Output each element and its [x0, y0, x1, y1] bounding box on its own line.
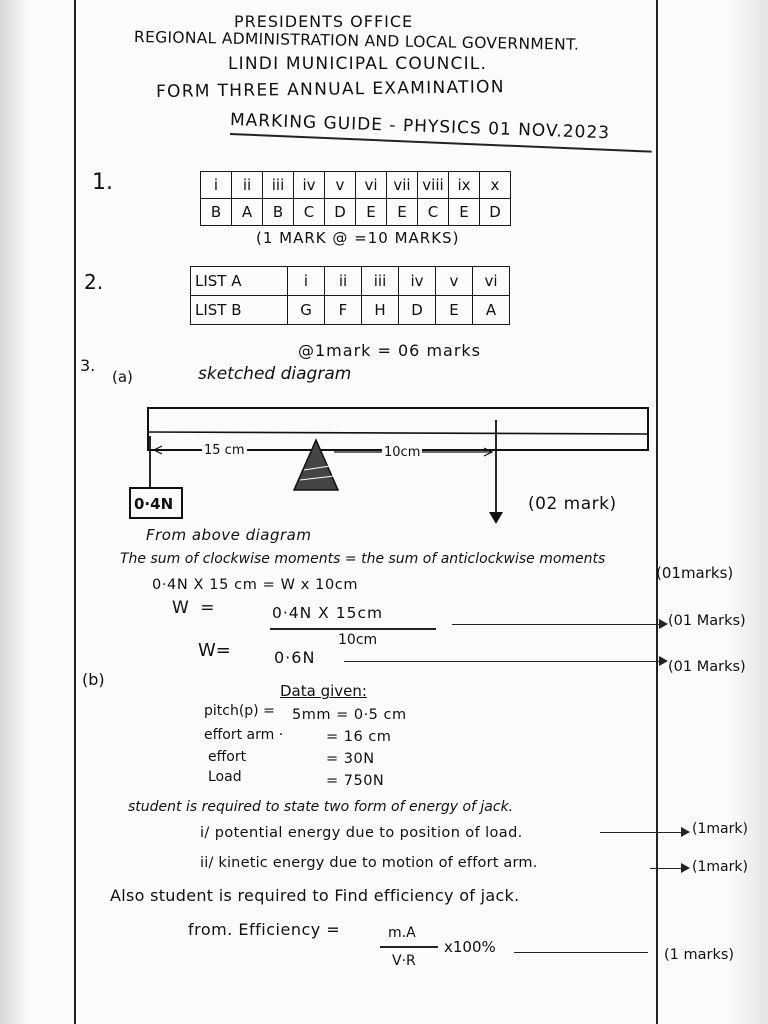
energy-1-mark: (1mark) [692, 821, 748, 837]
data-value-load: = 750N [326, 773, 385, 789]
fraction-bar-1 [270, 628, 436, 630]
q1-item-cell: i [201, 172, 232, 199]
q2-list-b-cell: D [399, 296, 436, 325]
q1-answer-cell: D [325, 199, 356, 226]
header-line-4: FORM THREE ANNUAL EXAMINATION [155, 77, 505, 102]
equation-2-numerator: 0·4N X 15cm [272, 604, 384, 622]
q2-list-a-cell: v [436, 267, 473, 296]
header-line-5: MARKING GUIDE - PHYSICS 01 NOV.2023 [229, 110, 611, 144]
q2-matching-table [190, 266, 510, 325]
student-requirement-1: student is required to state two form of energy of jack. [128, 799, 514, 815]
question-2-number: 2. [84, 270, 104, 294]
q2-list-b-cell: G [288, 296, 325, 325]
q2-list-a-label: LIST A [191, 267, 288, 296]
q2-list-b-cell: E [436, 296, 473, 325]
arrow-line-5 [514, 952, 648, 953]
efficiency-mark: (1 marks) [664, 947, 735, 963]
q1-answer-table [200, 171, 511, 226]
student-requirement-2: Also student is required to Find efficiency of jack. [110, 886, 520, 905]
arrow-head-4 [681, 863, 690, 873]
arrow-head-1 [659, 619, 668, 629]
eq2-mark: (01 Marks) [668, 613, 746, 629]
q2-list-a-cell: i [288, 267, 325, 296]
equation-1: 0·4N X 15 cm = W x 10cm [152, 577, 359, 593]
arrow-head-2 [659, 656, 668, 666]
q1-answer-cell: E [449, 199, 480, 226]
energy-2: ii/ kinetic energy due to motion of effort arm. [200, 855, 538, 871]
fraction-bar-2 [380, 946, 438, 948]
question-1-number: 1. [92, 170, 113, 195]
data-label-pitch: pitch(p) = [204, 703, 275, 719]
q1-item-cell: iii [263, 172, 294, 199]
equation-2-lhs: W = [172, 598, 218, 618]
q1-item-cell: ix [449, 172, 480, 199]
arrow-line-2 [344, 661, 662, 662]
data-label-load: Load [208, 769, 242, 785]
q1-answer-cell: A [232, 199, 263, 226]
equation-2-denominator: 10cm [338, 632, 378, 648]
weight-label: 0·4N [134, 495, 174, 513]
header-line-2: REGIONAL ADMINISTRATION AND LOCAL GOVERNMENT. [133, 28, 580, 54]
q1-marks-note: (1 MARK @ =10 MARKS) [256, 229, 460, 247]
q2-list-b-label: LIST B [191, 296, 288, 325]
q2-list-a-cell: iii [362, 267, 399, 296]
q1-item-cell: v [325, 172, 356, 199]
q1-answer-cell: C [294, 199, 325, 226]
principle-mark: (01marks) [656, 564, 734, 582]
data-value-effort: = 30N [326, 751, 375, 767]
energy-2-mark: (1mark) [692, 859, 748, 875]
q1-answer-cell: C [418, 199, 449, 226]
q2-list-b-cell: H [362, 296, 399, 325]
data-value-pitch: 5mm = 0·5 cm [292, 707, 407, 723]
q2-list-b-cell: A [473, 296, 510, 325]
data-label-effort: effort [208, 749, 247, 765]
q1-item-cell: x [480, 172, 511, 199]
arrow-line-3 [600, 832, 684, 833]
left-margin-line [74, 0, 76, 1024]
energy-1: i/ potential energy due to position of load. [200, 825, 523, 841]
data-value-effort-arm: = 16 cm [326, 729, 392, 745]
q2-list-b-cell: F [325, 296, 362, 325]
diagram-mark: (02 mark) [528, 494, 617, 514]
part-b-label: (b) [82, 670, 105, 689]
part-a-label: (a) [112, 368, 133, 386]
q2-list-a-cell: ii [325, 267, 362, 296]
sketch-title: sketched diagram [198, 364, 352, 384]
arrow-line-1 [452, 624, 662, 625]
distance-right-label: 10cm [384, 445, 421, 460]
from-above-diagram: From above diagram [146, 526, 312, 544]
equation-3-rhs: 0·6N [274, 648, 316, 667]
q1-item-cell: ii [232, 172, 263, 199]
efficiency-denominator: V·R [392, 953, 416, 969]
q2-marks-note: @1mark = 06 marks [298, 341, 482, 360]
data-label-effort-arm: effort arm · [204, 727, 284, 743]
fulcrum [294, 440, 338, 490]
q1-answer-cell: E [356, 199, 387, 226]
q1-item-cell: viii [418, 172, 449, 199]
q2-list-a-cell: iv [399, 267, 436, 296]
q1-item-cell: vi [356, 172, 387, 199]
equation-3-lhs: W= [198, 640, 231, 661]
moments-principle: The sum of clockwise moments = the sum of anticlockwise moments [120, 551, 606, 567]
q1-item-cell: iv [294, 172, 325, 199]
q1-answer-cell: B [263, 199, 294, 226]
q1-answer-cell: B [201, 199, 232, 226]
header-line-1: PRESIDENTS OFFICE [234, 12, 414, 31]
eq3-mark: (01 Marks) [668, 659, 746, 675]
weight-arrowhead [489, 512, 503, 524]
efficiency-tail: x100% [444, 938, 496, 956]
q1-answer-cell: D [480, 199, 511, 226]
question-3-number: 3. [80, 356, 96, 375]
page-shadow-left [0, 0, 28, 1024]
arrow-head-3 [681, 827, 690, 837]
efficiency-label: from. Efficiency = [188, 920, 341, 939]
header-line-3: LINDI MUNICIPAL COUNCIL. [228, 54, 488, 74]
distance-left-label: 15 cm [204, 443, 245, 458]
data-given-heading: Data given: [280, 682, 367, 700]
q1-answer-cell: E [387, 199, 418, 226]
q1-item-cell: vii [387, 172, 418, 199]
efficiency-numerator: m.A [388, 925, 416, 941]
q2-list-a-cell: vi [473, 267, 510, 296]
beam-inner-line [148, 432, 648, 434]
arrow-line-4 [650, 868, 684, 869]
